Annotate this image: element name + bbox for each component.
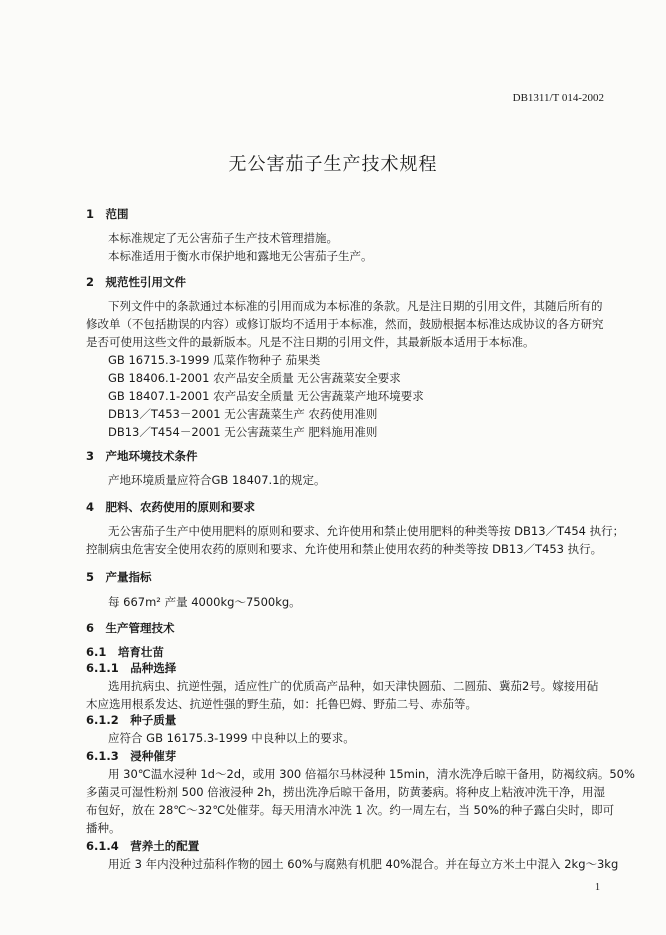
paragraph-line: 布包好，放在 28℃～32℃处催芽。每天用清水冲洗 1 次。约一周左右，当 50%的种子露白尖时，即可 xyxy=(86,803,615,817)
section-heading-1: 1 范围 xyxy=(86,207,129,221)
section-heading-5: 5 产量指标 xyxy=(86,570,152,584)
section-heading-3: 3 产地环境技术条件 xyxy=(86,449,198,463)
reference-item: GB 16715.3-1999 瓜菜作物种子 茄果类 xyxy=(108,353,321,367)
subsection-heading: 6.1.1 品种选择 xyxy=(86,661,177,675)
section-heading-6: 6 生产管理技术 xyxy=(86,621,175,635)
paragraph-line: 多菌灵可湿性粉剂 500 倍液浸种 2h，捞出洗净后晾干备用，防黄萎病。将种皮上粘液冲洗干净，用湿 xyxy=(86,785,606,799)
paragraph-line: 控制病虫危害安全使用农药的原则和要求、允许使用和禁止使用农药的种类等按 DB13／T453 执行。 xyxy=(86,542,603,556)
paragraph-line: 本标准适用于衡水市保护地和露地无公害茄子生产。 xyxy=(108,249,373,263)
subsection-heading: 6.1.4 营养土的配置 xyxy=(86,839,200,853)
paragraph-line: 播种。 xyxy=(86,821,121,835)
paragraph-line: 木应选用根系发达、抗逆性强的野生茄，如：托鲁巴姆、野茄二号、赤茄等。 xyxy=(86,697,477,711)
paragraph-line: 用 30℃温水浸种 1d～2d，或用 300 倍福尔马林浸种 15min，清水洗净后晾干备用，防褐纹病。50% xyxy=(108,767,635,781)
paragraph-line: 选用抗病虫、抗逆性强，适应性广的优质高产品种，如天津快圆茄、二圆茄、冀茄2号。嫁接用砧 xyxy=(108,679,599,693)
paragraph-line: 应符合 GB 16175.3-1999 中良种以上的要求。 xyxy=(108,731,355,745)
subsection-heading: 6.1.2 种子质量 xyxy=(86,713,177,727)
paragraph-line: 本标准规定了无公害茄子生产技术管理措施。 xyxy=(108,231,338,245)
section-heading-2: 2 规范性引用文件 xyxy=(86,275,187,289)
page-number: 1 xyxy=(595,882,600,893)
paragraph-line: 产地环境质量应符合GB 18407.1的规定。 xyxy=(108,473,326,487)
paragraph-line: 每 667m² 产量 4000kg～7500kg。 xyxy=(108,595,301,609)
reference-item: GB 18407.1-2001 农产品安全质量 无公害蔬菜产地环境要求 xyxy=(108,389,424,403)
paragraph-line: 是否可使用这些文件的最新版本。凡是不注日期的引用文件，其最新版本适用于本标准。 xyxy=(86,335,535,349)
page-title: 无公害茄子生产技术规程 xyxy=(228,154,438,175)
paragraph-line: 下列文件中的条款通过本标准的引用而成为本标准的条款。凡是注日期的引用文件，其随后所有的 xyxy=(108,299,603,313)
paragraph-line: 无公害茄子生产中使用肥料的原则和要求、允许使用和禁止使用肥料的种类等按 DB13／T454 执行； xyxy=(108,524,625,538)
section-heading-4: 4 肥料、农药使用的原则和要求 xyxy=(86,500,255,514)
reference-item: DB13／T454－2001 无公害蔬菜生产 肥料施用准则 xyxy=(108,425,378,439)
paragraph-line: 修改单（不包括勘误的内容）或修订版均不适用于本标准，然而，鼓励根据本标准达成协议的各方研究 xyxy=(86,317,604,331)
document-code: DB1311/T 014-2002 xyxy=(512,92,604,104)
subsection-heading: 6.1.3 浸种催芽 xyxy=(86,749,177,763)
paragraph-line: 用近 3 年内没种过茄科作物的园土 60%与腐熟有机肥 40%混合。并在每立方米土中混入 2kg～3kg xyxy=(108,857,619,871)
subsection-heading: 6.1 培育壮苗 xyxy=(86,645,164,659)
reference-item: GB 18406.1-2001 农产品安全质量 无公害蔬菜安全要求 xyxy=(108,371,401,385)
reference-item: DB13／T453－2001 无公害蔬菜生产 农药使用准则 xyxy=(108,407,378,421)
